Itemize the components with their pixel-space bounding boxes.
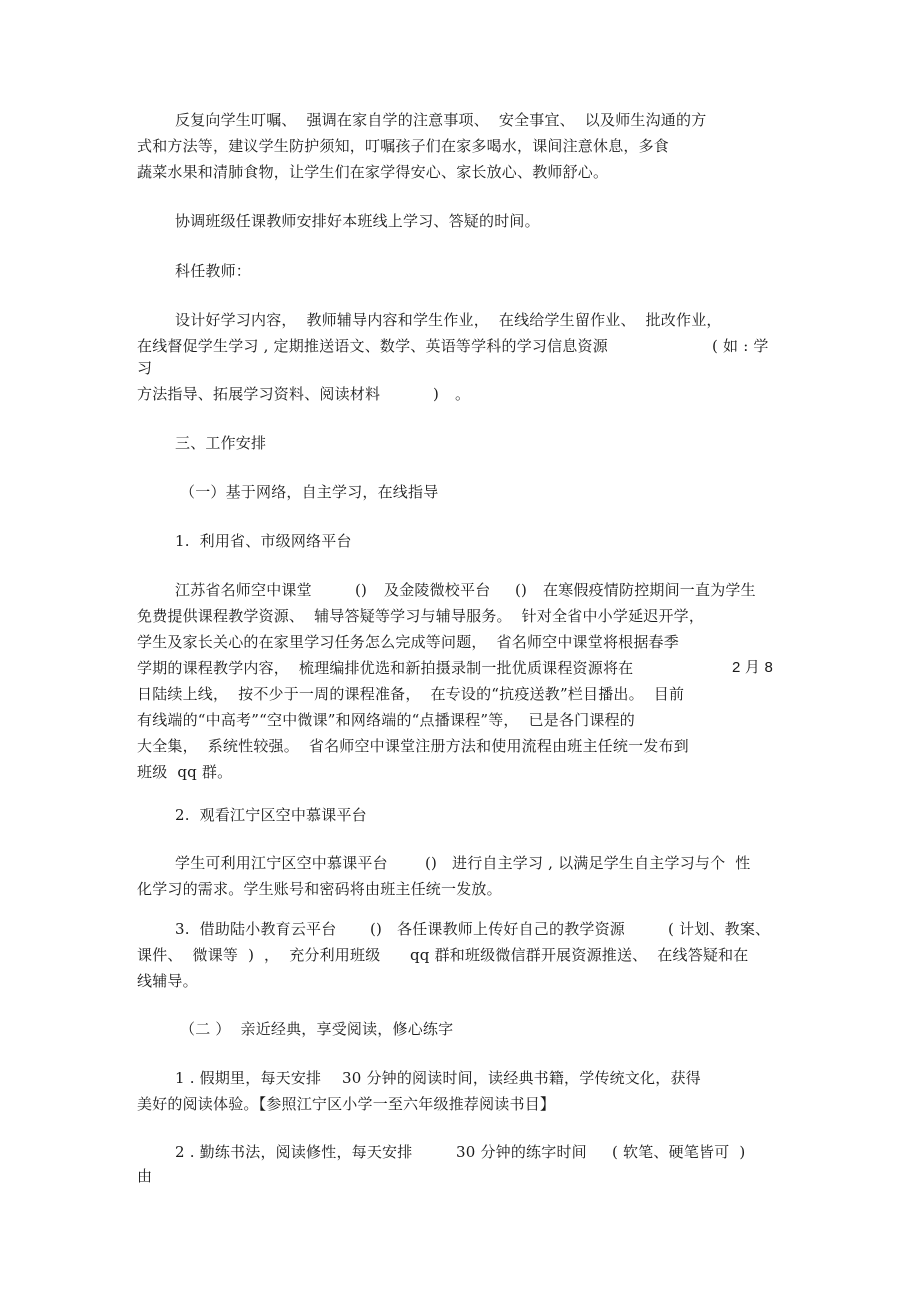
subsection-heading: （一）基于网络，自主学习，在线指导 [180, 483, 439, 501]
text-line: 由 [137, 1167, 153, 1185]
text-line: ( 计划、教案、 [668, 920, 771, 938]
text-line: 协调班级任课教师安排好本班线上学习、答疑的时间。 [175, 212, 540, 230]
text-line: 。 [455, 385, 471, 403]
text-line: 30 分钟的阅读时间，读经典书籍，学传统文化，获得 [342, 1069, 701, 1087]
text-line: 及金陵微校平台 [384, 581, 491, 599]
text-line: 反复向学生叮嘱、 强调在家自学的注意事项、 安全事宜、 以及师生沟通的方 [175, 111, 707, 129]
text-line: 学生可利用江宁区空中慕课平台 [175, 854, 388, 872]
text-line: 江苏省名师空中课堂 [175, 581, 312, 599]
text-line: ( 软笔、硬笔皆可 ) [612, 1143, 746, 1161]
text-line: 蔬菜水果和清肺食物，让学生们在家学得安心、家长放心、教师舒心。 [137, 163, 609, 181]
text-line: 习 [137, 359, 153, 377]
subsection-heading: （二 ） 亲近经典，享受阅读，修心练字 [180, 1020, 454, 1038]
text-line: 在寒假疫情防控期间一直为学生 [543, 581, 756, 599]
text-line: 设计好学习内容， 教师辅导内容和学生作业， 在线给学生留作业、 批改作业， [175, 311, 722, 329]
text-line: ) [433, 385, 440, 403]
text-line: 学生及家长关心的在家里学习任务怎么完成等问题， 省名师空中课堂将根据春季 [137, 633, 679, 651]
text-line: 2 . 勤练书法，阅读修性，每天安排 [175, 1143, 413, 1161]
text-line: 方法指导、拓展学习资料、阅读材料 [137, 385, 381, 403]
text-line: 美好的阅读体验。【参照江宁区小学一至六年级推荐阅读书目】 [137, 1095, 556, 1113]
text-line: 式和方法等，建议学生防护须知，叮嘱孩子们在家多喝水，课间注意休息，多食 [137, 137, 670, 155]
text-line: 各任课教师上传好自己的教学资源 [397, 920, 626, 938]
text-line: () [370, 920, 383, 938]
text-line: 化学习的需求。学生账号和密码将由班主任统一发放。 [137, 880, 502, 898]
section-heading: 三、工作安排 [175, 434, 267, 452]
text-line: 课件、 微课等 ) ， 充分利用班级 [137, 946, 381, 964]
section-label: 科任教师： [175, 262, 252, 280]
text-line: () [515, 581, 528, 599]
text-line: () [425, 854, 438, 872]
text-line: 大全集， 系统性较强。 省名师空中课堂注册方法和使用流程由班主任统一发布到 [137, 737, 689, 755]
item-heading: 3. 借助陆小教育云平台 [175, 920, 337, 938]
text-line: ( 如 : 学 [712, 337, 769, 355]
text-line: 免费提供课程教学资源、 辅导答疑等学习与辅导服务。 针对全省中小学延迟开学， [137, 607, 705, 625]
text-line: () [355, 581, 368, 599]
text-line: 1 . 假期里，每天安排 [175, 1069, 322, 1087]
text-line: 进行自主学习 , 以满足学生自主学习与个 性 [452, 854, 751, 872]
text-line: qq 群和班级微信群开展资源推送、 在线答疑和在 [410, 946, 749, 964]
text-line: 学期的课程教学内容， 梳理编排优选和新拍摄录制一批优质课程资源将在 [137, 659, 634, 677]
text-line: 有线端的“中高考”“空中微课”和网络端的“点播课程”等， 已是各门课程的 [137, 711, 635, 729]
text-line: 班级 qq 群。 [137, 763, 233, 781]
text-line: 日陆续上线， 按不少于一周的课程准备， 在专设的“抗疫送教”栏目播出。 目前 [137, 685, 685, 703]
text-line: 2 月 8 [732, 659, 774, 676]
text-line: 30 分钟的练字时间 [456, 1143, 587, 1161]
item-heading: 2. 观看江宁区空中慕课平台 [175, 806, 367, 824]
text-line: 在线督促学生学习 , 定期推送语文、数学、英语等学科的学习信息资源 [137, 337, 608, 355]
text-line: 线辅导。 [137, 972, 198, 990]
item-heading: 1. 利用省、市级网络平台 [175, 532, 352, 550]
